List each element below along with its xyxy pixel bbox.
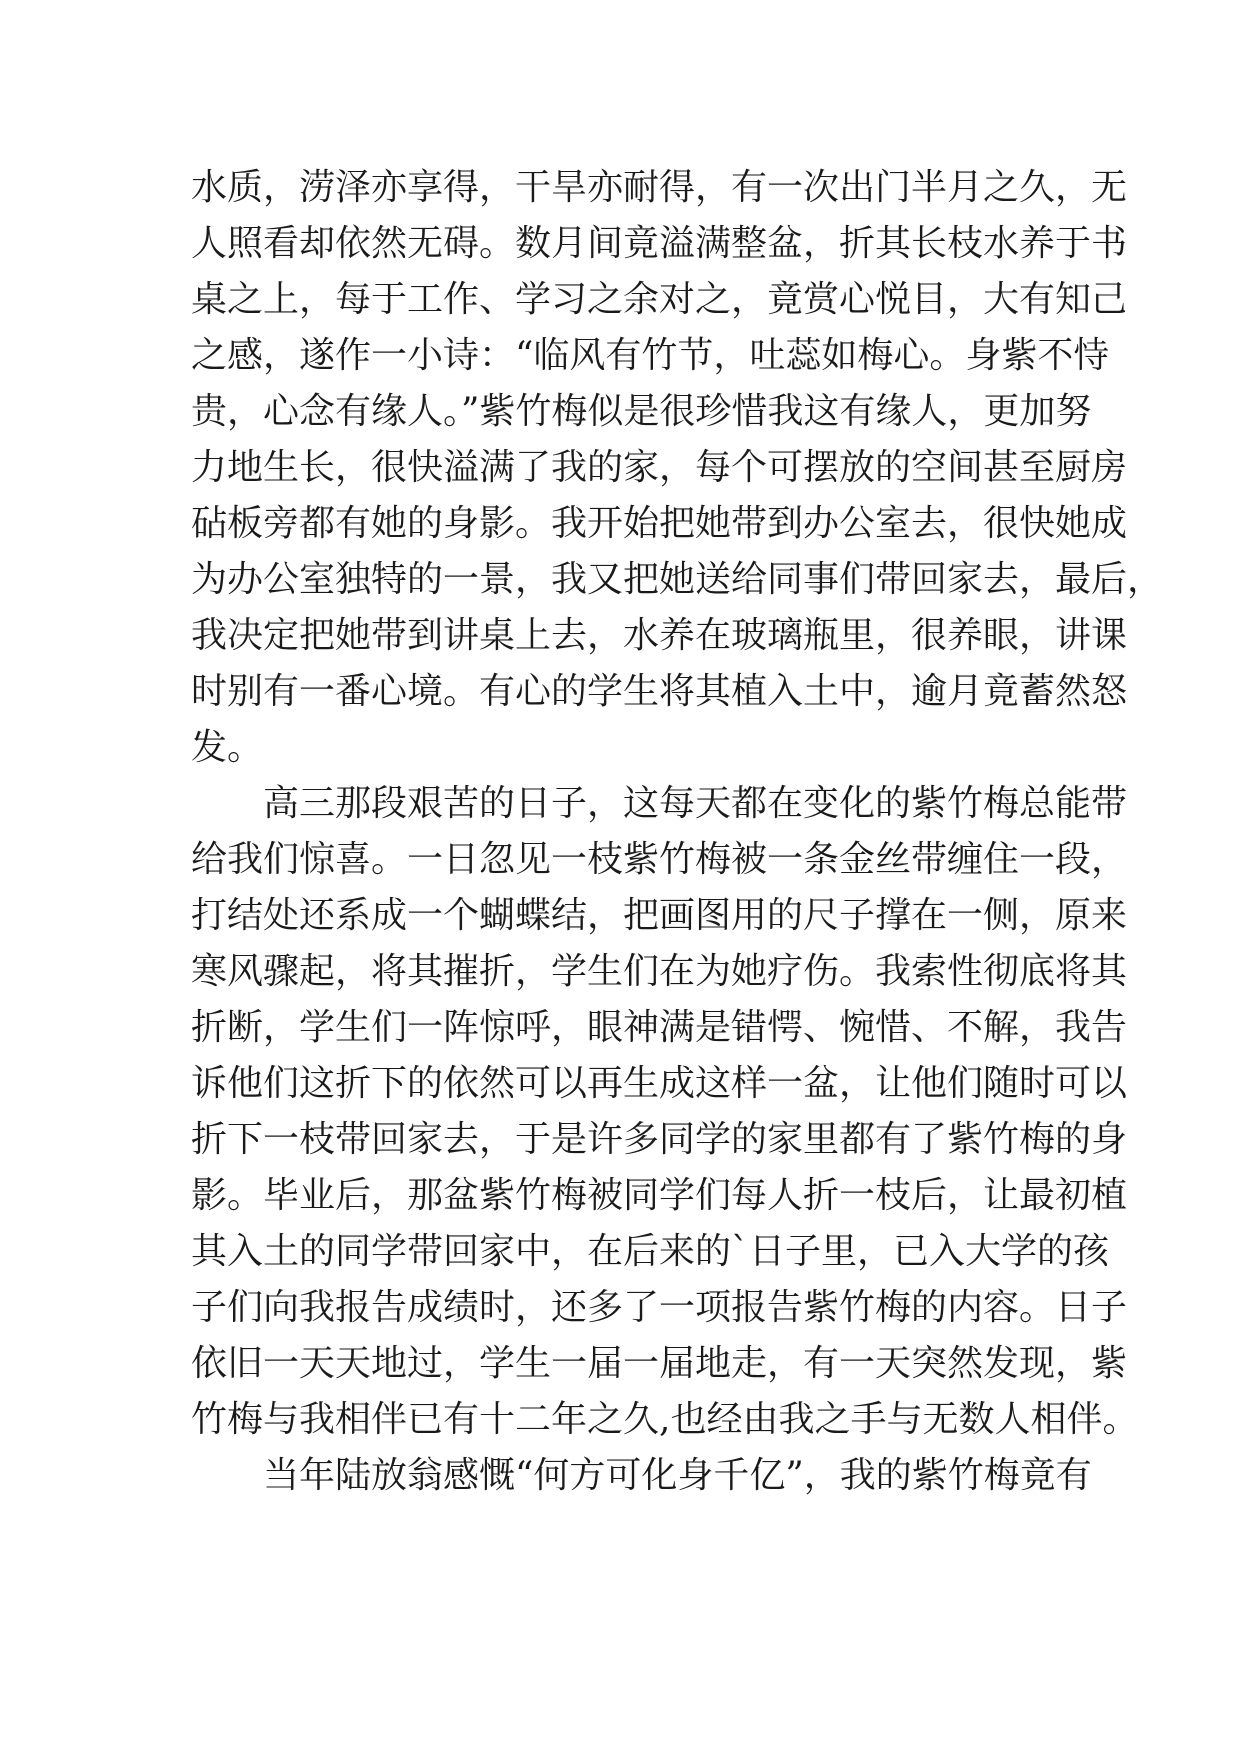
- text-line: 诉他们这折下的依然可以再生成这样一盆，让他们随时可以: [191, 1063, 1128, 1104]
- body-text: [191, 160, 1164, 1504]
- text-line: 时别有一番心境。有心的学生将其植入土中，逾月竟蓄然怒: [191, 671, 1128, 712]
- text-line: 力地生长，很快溢满了我的家，每个可摆放的空间甚至厨房: [191, 447, 1128, 488]
- text-line: 当年陆放翁感慨“何方可化身千亿”，我的紫竹梅竟有: [263, 1455, 1092, 1496]
- text-line: 子们向我报告成绩时，还多了一项报告紫竹梅的内容。日子: [191, 1287, 1128, 1328]
- text-line: 依旧一天天地过，学生一届一届地走，有一天突然发现，紫: [191, 1343, 1128, 1384]
- text-line: 发。: [191, 727, 264, 768]
- text-line: 寒风骤起，将其摧折，学生们在为她疗伤。我索性彻底将其: [191, 951, 1128, 992]
- text-line: 其入土的同学带回家中，在后来的`日子里，已入大学的孩: [191, 1231, 1110, 1272]
- text-line: 砧板旁都有她的身影。我开始把她带到办公室去，很快她成: [191, 503, 1128, 544]
- text-line: 贵，心念有缘人。”紫竹梅似是很珍惜我这有缘人，更加努: [191, 391, 1092, 432]
- text-line: 竹梅与我相伴已有十二年之久,也经由我之手与无数人相伴。: [191, 1399, 1139, 1440]
- text-line: 人照看却依然无碍。数月间竟溢满整盆，折其长枝水养于书: [191, 223, 1128, 264]
- text-line: 高三那段艰苦的日子，这每天都在变化的紫竹梅总能带: [263, 783, 1128, 824]
- text-line: 我决定把她带到讲桌上去，水养在玻璃瓶里，很养眼，讲课: [191, 615, 1128, 656]
- text-line: 折断，学生们一阵惊呼，眼神满是错愕、惋惜、不解，我告: [191, 1007, 1128, 1048]
- text-line: 影。毕业后，那盆紫竹梅被同学们每人折一枝后，让最初植: [191, 1175, 1128, 1216]
- text-line: 水质，涝泽亦享得，干旱亦耐得，有一次出门半月之久，无: [191, 167, 1128, 208]
- text-line: 给我们惊喜。一日忽见一枝紫竹梅被一条金丝带缠住一段，: [191, 839, 1128, 880]
- text-line: 桌之上，每于工作、学习之余对之，竟赏心悦目，大有知己: [191, 279, 1128, 320]
- text-line: 折下一枝带回家去，于是许多同学的家里都有了紫竹梅的身: [191, 1119, 1128, 1160]
- text-line: 为办公室独特的一景，我又把她送给同事们带回家去，最后，: [191, 559, 1164, 600]
- text-line: 打结处还系成一个蝴蝶结，把画图用的尺子撑在一侧，原来: [191, 895, 1128, 936]
- text-line: 之感，遂作一小诗：“临风有竹节，吐蕊如梅心。身紫不恃: [191, 335, 1110, 376]
